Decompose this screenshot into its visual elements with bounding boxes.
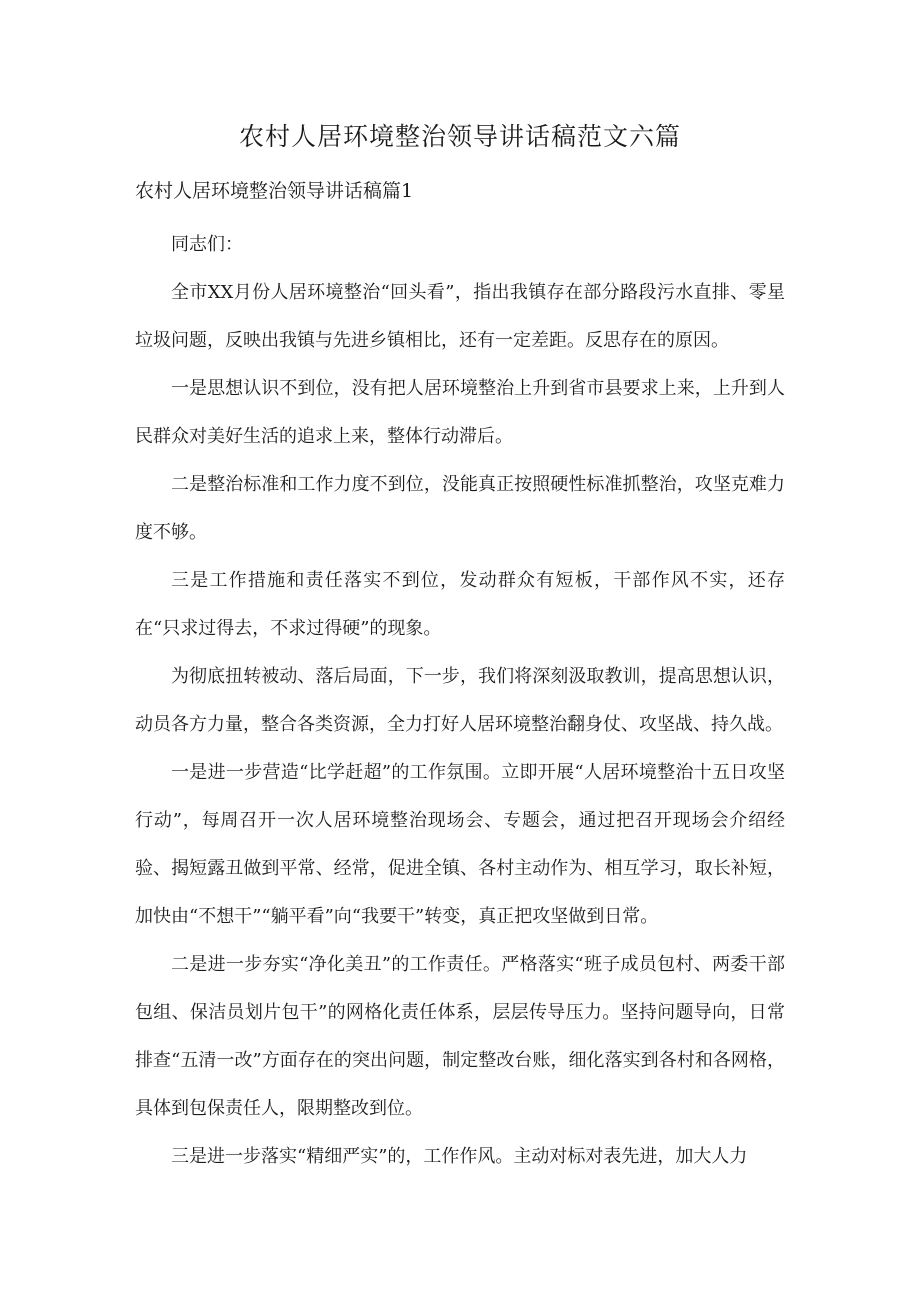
paragraph: 二是整治标准和工作力度不到位，没能真正按照硬性标准抓整治，攻坚克难力度不够。 [135,474,785,543]
section-heading: 农村人居环境整治领导讲话稿篇1 [135,180,414,202]
paragraph: 二是进一步夯实“净化美丑”的工作责任。严格落实“班子成员包村、两委干部包组、保洁员划片包干”的网格化责任体系，层层传导压力。坚持问题导向，日常排查“五清一改”方面存在的突出问题，制定整改台账，细化落实到各村和各网格，具体到包保责任人，限期整改到位。 [135,954,785,1119]
paragraph: 一是思想认识不到位，没有把人居环境整治上升到省市县要求上来，上升到人民群众对美好生活的追求上来，整体行动滞后。 [135,378,785,447]
document-title: 农村人居环境整治领导讲话稿范文六篇 [238,122,681,151]
document-body [135,221,785,1181]
paragraph: 三是工作措施和责任落实不到位，发动群众有短板，干部作风不实，还存在“只求过得去，不求过得硬”的现象。 [135,570,785,639]
paragraph: 三是进一步落实“精细严实”的，工作作风。主动对标对表先进，加大人力 [171,1146,748,1167]
paragraph: 全市XX月份人居环境整治“回头看”，指出我镇存在部分路段污水直排、零星垃圾问题，反映出我镇与先进乡镇相比，还有一定差距。反思存在的原因。 [135,282,785,351]
paragraph: 为彻底扭转被动、落后局面，下一步，我们将深刻汲取教训，提高思想认识，动员各方力量，整合各类资源，全力打好人居环境整治翻身仗、攻坚战、持久战。 [135,666,785,735]
paragraph: 一是进一步营造“比学赶超”的工作氛围。立即开展“人居环境整治十五日攻坚行动”，每周召开一次人居环境整治现场会、专题会，通过把召开现场会介绍经验、揭短露丑做到平常、经常，促进全镇、各村主动作为、相互学习，取长补短，加快由“不想干”“躺平看”向“我要干”转变，真正把攻坚做到日常。 [135,762,785,927]
greeting: 同志们： [171,234,243,255]
